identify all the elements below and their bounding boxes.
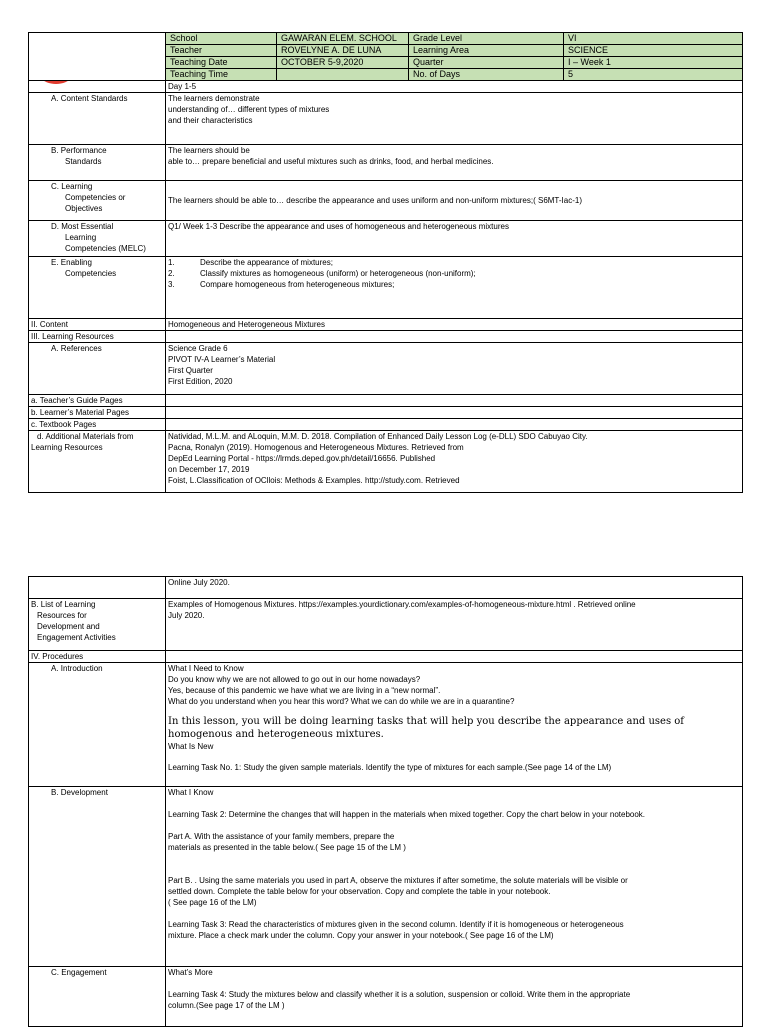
- text-line: and their characteristics: [168, 116, 253, 125]
- learners-material-label: b. Learner’s Material Pages: [29, 407, 166, 419]
- label-line: Competencies: [65, 269, 117, 278]
- label-line: E. Enabling: [51, 258, 92, 267]
- text-line: Part A. With the assistance of your family members, prepare the: [168, 832, 395, 841]
- teaching-date-label: Teaching Date: [166, 57, 277, 69]
- lesson-intro-line: homogenous and heterogeneous mixtures.: [168, 729, 384, 740]
- text-line: ( See page 16 of the LM): [168, 898, 257, 907]
- empty-cell: [166, 419, 743, 431]
- text-line: What I Need to Know: [168, 664, 244, 673]
- list-item: 2. Classify mixtures as homogeneous (uniform) or heterogeneous (non-uniform);: [168, 269, 476, 278]
- label-line: Resources for: [37, 611, 87, 620]
- label-line: B. Performance: [51, 146, 107, 155]
- text-line: on December 17, 2019: [168, 465, 250, 474]
- additional-materials-text: [166, 431, 743, 493]
- teacher-label: Teacher: [166, 45, 277, 57]
- text-line: settled down. Complete the table below for your observation. Copy and complete the table in your notebook.: [168, 887, 551, 896]
- additional-materials-label: [29, 431, 166, 493]
- list-of-resources-label: [29, 599, 166, 651]
- text-line: Science Grade 6: [168, 344, 228, 353]
- text-line: Natividad, M.L.M. and ALoquin, M.M. D. 2018. Compilation of Enhanced Daily Lesson Log (e-DLL) SDO Cabuyao City.: [168, 432, 588, 441]
- learning-area-value: SCIENCE: [564, 45, 743, 57]
- list-item: 3. Compare homogeneous from heterogeneous mixtures;: [168, 280, 395, 289]
- learning-resources-label: III. Learning Resources: [29, 331, 166, 343]
- teaching-time-value: [277, 69, 409, 81]
- teachers-guide-label: a. Teacher’s Guide Pages: [29, 395, 166, 407]
- text-line: Foist, L.Classification of OCllois: Methods & Examples. http://study.com. Retrieved: [168, 476, 460, 485]
- label-line: Learning: [65, 233, 97, 242]
- text-line: What I Know: [168, 788, 214, 797]
- label-line: d. Additional Materials from: [37, 432, 134, 441]
- content-standards-label: A. Content Standards: [29, 93, 166, 145]
- text-line: What Is New: [168, 742, 214, 751]
- enabling-label: [29, 257, 166, 319]
- melc-label: [29, 221, 166, 257]
- references-text: [166, 343, 743, 395]
- label-line: D. Most Essential: [51, 222, 114, 231]
- text-line: The learners demonstrate: [168, 94, 260, 103]
- development-label: B. Development: [29, 787, 166, 967]
- label-line: B. List of Learning: [31, 600, 96, 609]
- development-text: [166, 787, 743, 967]
- online-text: Online July 2020.: [166, 577, 743, 599]
- text-line: July 2020.: [168, 611, 205, 620]
- introduction-label: A. Introduction: [29, 663, 166, 787]
- engagement-text: [166, 967, 743, 1027]
- quarter-label: Quarter: [409, 57, 564, 69]
- text-line: Learning Task 2: Determine the changes that will happen in the materials when mixed together. Copy the chart below in your notebook.: [168, 810, 646, 819]
- teaching-date-value: OCTOBER 5-9,2020: [277, 57, 409, 69]
- logo-cell: [29, 33, 166, 81]
- label-line: C. Learning: [51, 182, 93, 191]
- empty-cell: [29, 577, 166, 599]
- learning-area-label: Learning Area: [409, 45, 564, 57]
- school-label: School: [166, 33, 277, 45]
- text-line: Examples of Homogenous Mixtures. https://examples.yourdictionary.com/examples-of-homogeneous-mixture.html . Retrieved online: [168, 600, 636, 609]
- teaching-time-label: Teaching Time: [166, 69, 277, 81]
- introduction-text: [166, 663, 743, 787]
- grade-level-value: VI: [564, 33, 743, 45]
- text-line: Learning Task No. 1: Study the given sample materials. Identify the type of mixtures for each sample.(See page 14 of the LM): [168, 763, 612, 772]
- no-of-days-value: 5: [564, 69, 743, 81]
- competencies-text: The learners should be able to… describe the appearance and uses uniform and non-uniform mixtures;( S6MT-Iac-1): [166, 181, 743, 221]
- engagement-label: C. Engagement: [29, 967, 166, 1027]
- text-line: PIVOT IV-A Learner’s Material: [168, 355, 276, 364]
- text-line: The learners should be: [168, 146, 250, 155]
- lesson-intro-line: In this lesson, you will be doing learning tasks that will help you describe the appearance and uses of: [168, 716, 684, 727]
- textbook-pages-label: c. Textbook Pages: [29, 419, 166, 431]
- quarter-value: I – Week 1: [564, 57, 743, 69]
- content-standards-text: [166, 93, 743, 145]
- procedures-label: IV. Procedures: [29, 651, 166, 663]
- empty-cell: [166, 407, 743, 419]
- lesson-table-2: [28, 576, 743, 1027]
- text-line: Part B. . Using the same materials you used in part A, observe the mixtures if after sometime, the solute materials will be visible or: [168, 876, 628, 885]
- competencies-label: [29, 181, 166, 221]
- performance-standards-label: [29, 145, 166, 181]
- performance-standards-text: [166, 145, 743, 181]
- empty-cell: [29, 81, 166, 93]
- school-value: GAWARAN ELEM. SCHOOL: [277, 33, 409, 45]
- text-line: Learning Task 4: Study the mixtures below and classify whether it is a solution, suspension or colloid. Write them in the appropriate: [168, 990, 631, 999]
- label-line: Objectives: [65, 204, 103, 213]
- text-line: materials as presented in the table below.( See page 15 of the LM ): [168, 843, 406, 852]
- list-of-resources-text: [166, 599, 743, 651]
- empty-cell: [166, 651, 743, 663]
- text-line: understanding of… different types of mixtures: [168, 105, 330, 114]
- label-line: Competencies or: [65, 193, 126, 202]
- empty-cell: [166, 331, 743, 343]
- text-line: Pacna, Ronalyn (2019). Homogenous and Heterogeneous Mixtures. Retrieved from: [168, 443, 464, 452]
- label-line: Standards: [65, 157, 102, 166]
- label-line: Competencies (MELC): [65, 244, 146, 253]
- text-line: First Quarter: [168, 366, 213, 375]
- text-line: Yes, because of this pandemic we have what we are living in a “new normal”.: [168, 686, 441, 695]
- no-of-days-label: No. of Days: [409, 69, 564, 81]
- day-range: Day 1-5: [166, 81, 743, 93]
- text-line: mixture. Place a check mark under the column. Copy your answer in your notebook.( See page 16 of the LM): [168, 931, 554, 940]
- content-label: II. Content: [29, 319, 166, 331]
- teacher-value: ROVELYNE A. DE LUNA: [277, 45, 409, 57]
- text-line: First Edition, 2020: [168, 377, 233, 386]
- empty-cell: [166, 395, 743, 407]
- text-line: What do you understand when you hear this word? What we can do while we are in a quarantine?: [168, 697, 515, 706]
- grade-level-label: Grade Level: [409, 33, 564, 45]
- melc-text: Q1/ Week 1-3 Describe the appearance and uses of homogeneous and heterogeneous mixtures: [166, 221, 743, 257]
- text-line: DepEd Learning Portal - https://lrmds.deped.gov.ph/detail/16656. Published: [168, 454, 436, 463]
- text-line: Do you know why we are not allowed to go out in our home nowadays?: [168, 675, 421, 684]
- text-line: What’s More: [168, 968, 213, 977]
- text-line: column.(See page 17 of the LM ): [168, 1001, 285, 1010]
- content-text: Homogeneous and Heterogeneous Mixtures: [166, 319, 743, 331]
- references-label: A. References: [29, 343, 166, 395]
- label-line: Learning Resources: [31, 443, 103, 452]
- label-line: Development and: [37, 622, 100, 631]
- enabling-list: [166, 257, 743, 319]
- text-line: able to… prepare beneficial and useful mixtures such as drinks, food, and herbal medicines.: [168, 157, 494, 166]
- lesson-table-1: [28, 32, 743, 493]
- label-line: Engagement Activities: [37, 633, 116, 642]
- list-item: 1. Describe the appearance of mixtures;: [168, 258, 333, 267]
- text-line: Learning Task 3: Read the characteristics of mixtures given in the second column. Identify if it is homogeneous or heterogeneous: [168, 920, 624, 929]
